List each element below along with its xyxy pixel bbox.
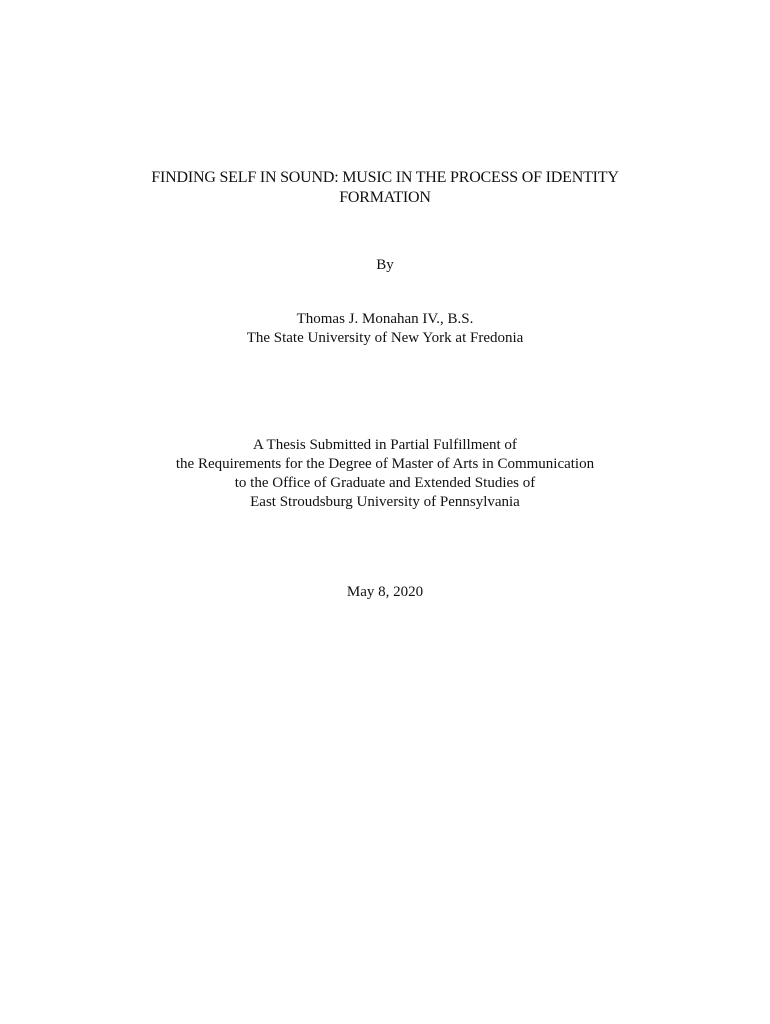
author-name: Thomas J. Monahan IV., B.S. — [296, 311, 474, 327]
submission-line-3: to the Office of Graduate and Extended Studies of — [234, 475, 536, 491]
author-institution: The State University of New York at Fredonia — [246, 330, 524, 346]
by-label-block — [0, 256, 770, 275]
thesis-title — [0, 168, 770, 208]
submission-line-2: the Requirements for the Degree of Master of Arts in Communication — [175, 456, 595, 472]
submission-date: May 8, 2020 — [346, 584, 424, 600]
author-block — [0, 310, 770, 348]
thesis-title-line-1: FINDING SELF IN SOUND: MUSIC IN THE PROCESS OF IDENTITY — [151, 169, 619, 186]
submission-line-4: East Stroudsburg University of Pennsylvania — [250, 494, 520, 510]
submission-statement — [0, 436, 770, 512]
thesis-title-line-2: FORMATION — [339, 189, 431, 206]
submission-date-block — [0, 583, 770, 602]
by-label: By — [376, 257, 394, 273]
submission-line-1: A Thesis Submitted in Partial Fulfillment of — [253, 437, 517, 453]
